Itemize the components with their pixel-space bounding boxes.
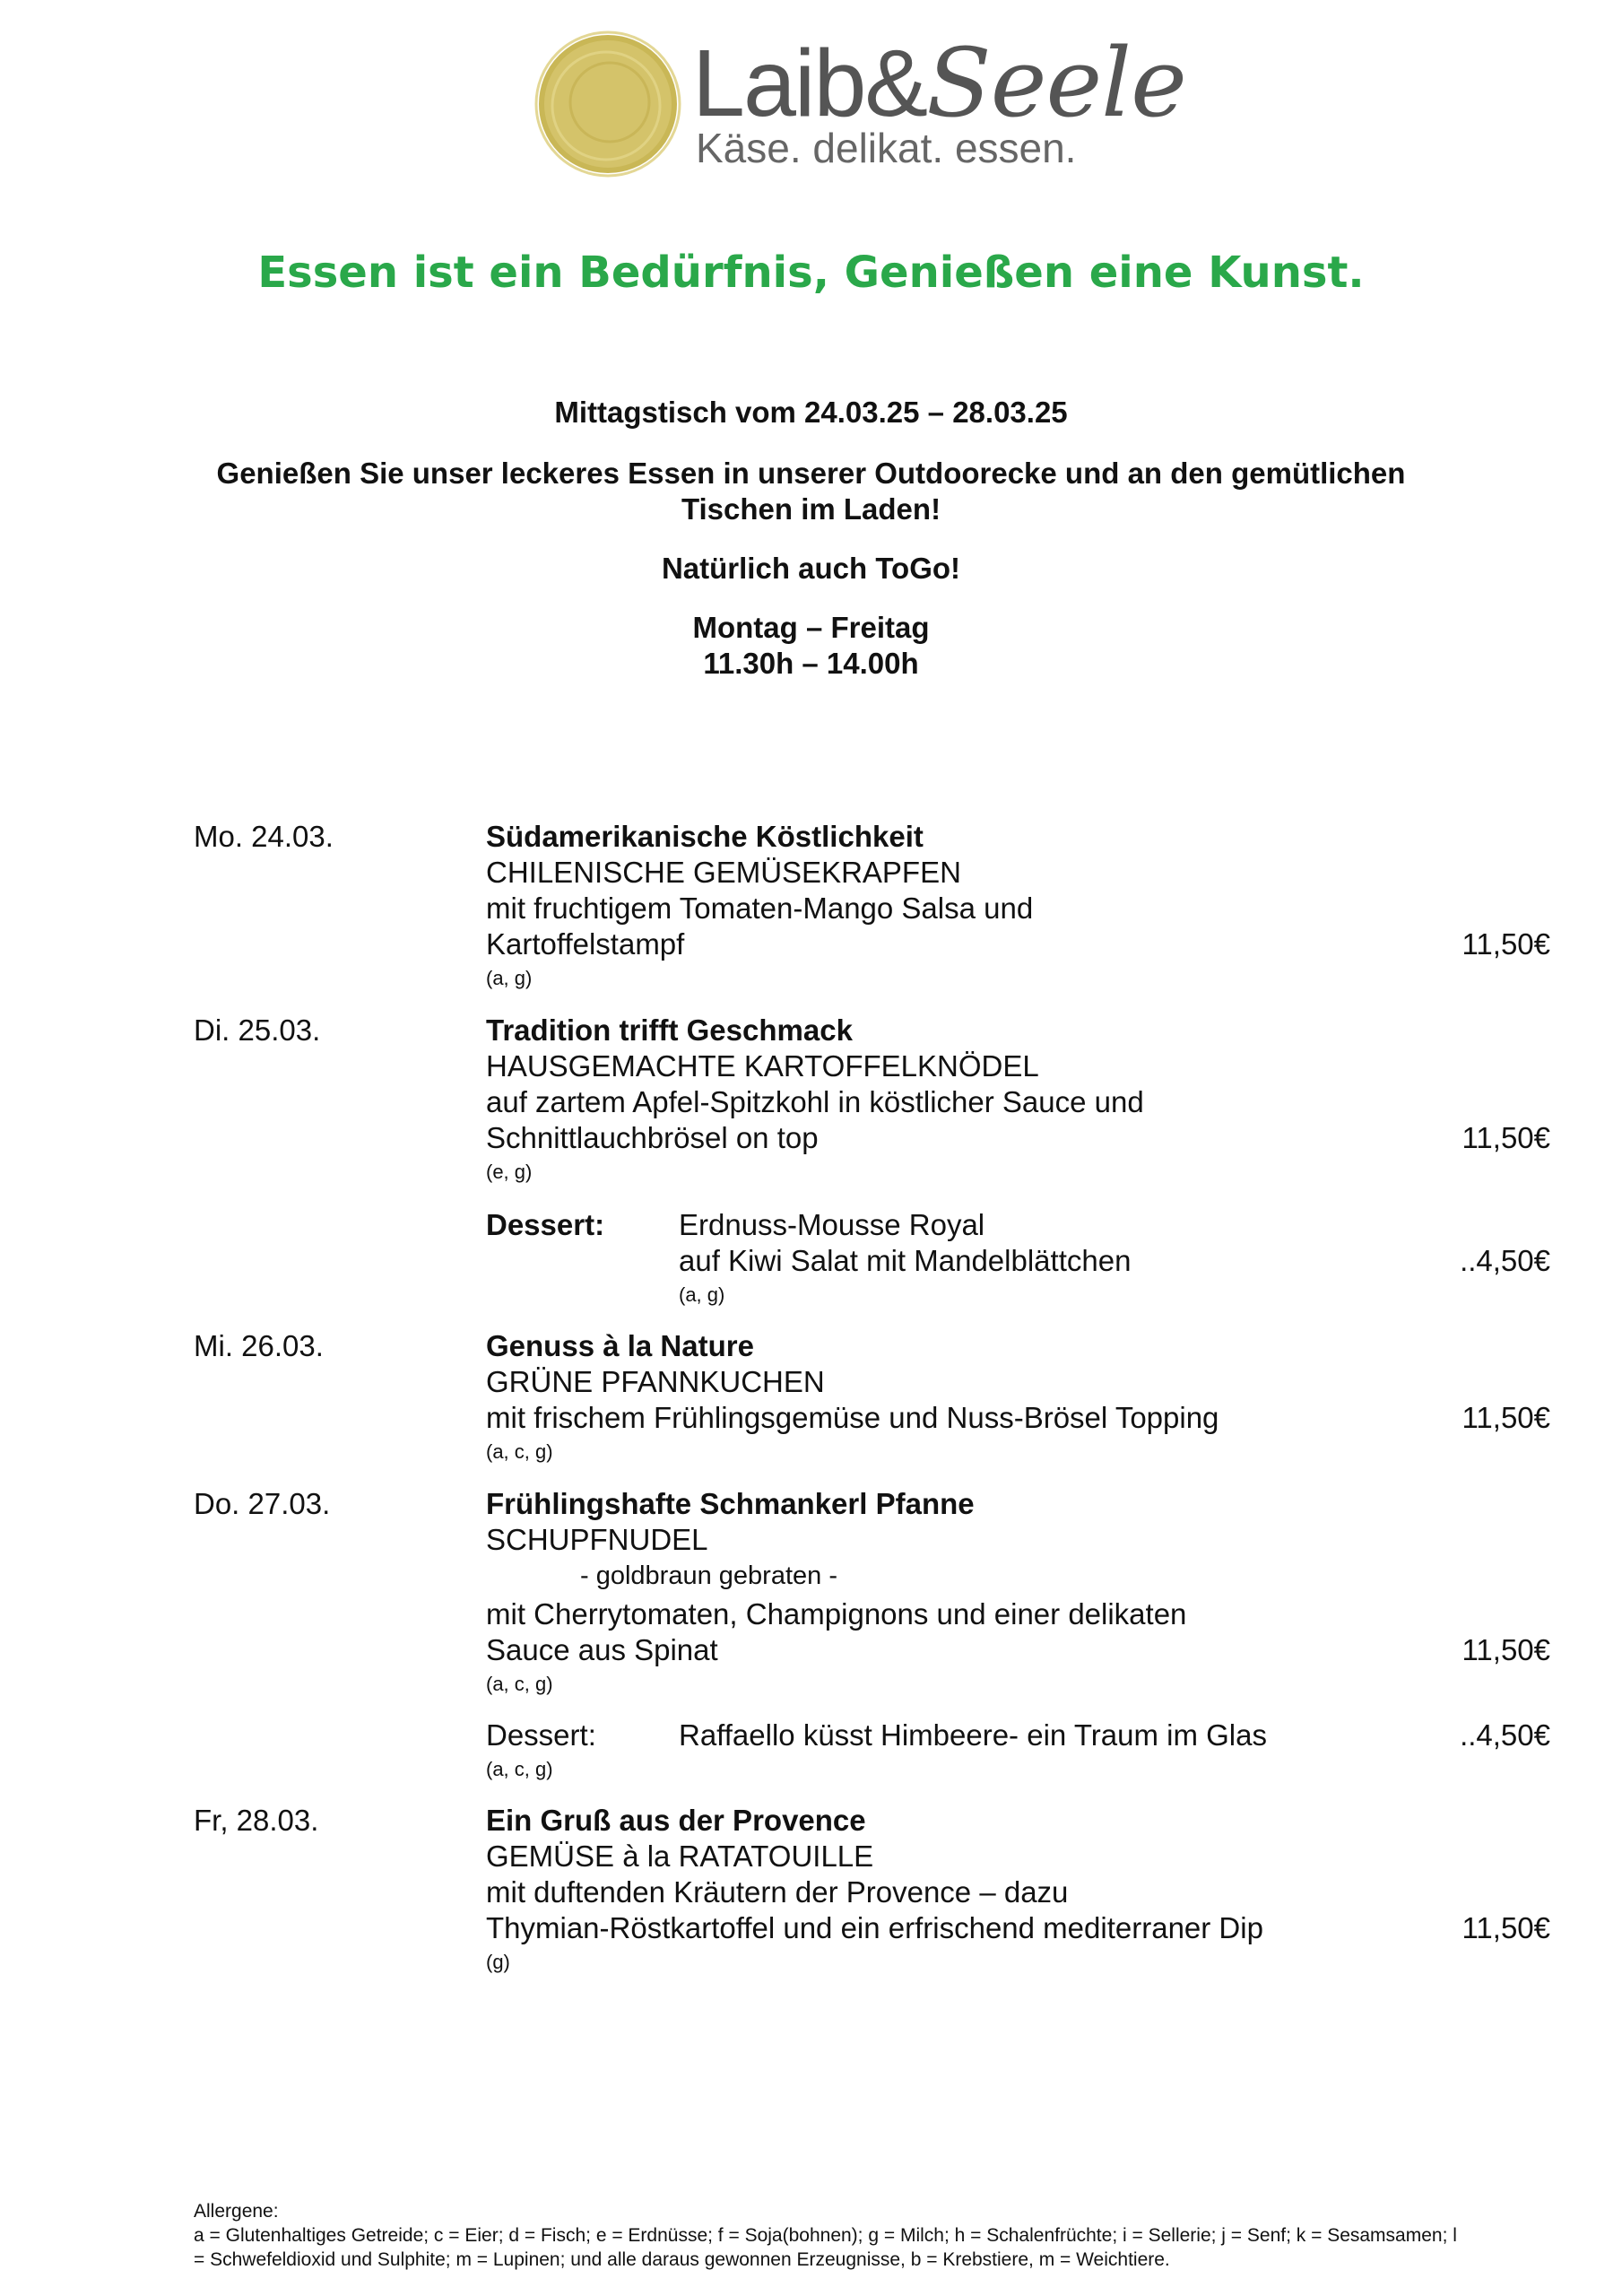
menu-day-di: Di. 25.03. [194,1013,321,1047]
motto-headline: Essen ist ein Bedürfnis, Genießen eine Kunst. [257,248,1365,298]
menu-price-mo: 11,50€ [1462,927,1550,961]
logo [531,27,1186,181]
dessert-label-di: Dessert: [486,1208,605,1241]
menu-allergens-di: (e, g) [486,1161,533,1183]
menu-price-di: 11,50€ [1462,1121,1550,1154]
menu-day-do: Do. 27.03. [194,1487,331,1520]
menu-sub-do: - goldbraun gebraten - [580,1561,837,1590]
logo-tagline: Käse. delikat. essen. [696,125,1077,171]
dessert-allergens-do: (a, c, g) [486,1758,553,1780]
menu-title-mo: Südamerikanische Köstlichkeit [486,820,924,853]
dessert-price-di: ..4,50€ [1460,1244,1550,1277]
menu-day-fr: Fr, 28.03. [194,1804,319,1837]
menu-title-do: Frühlingshafte Schmankerl Pfanne [486,1487,975,1520]
menu-title-fr: Ein Gruß aus der Provence [486,1804,866,1837]
menu-price-fr: 11,50€ [1462,1911,1550,1944]
menu-allergens-mo: (a, g) [486,967,533,989]
menu-period-title: Mittagstisch vom 24.03.25 – 28.03.25 [554,396,1068,429]
allergen-line: a = Glutenhaltiges Getreide; c = Eier; d = Fisch; e = Erdnüsse; f = Soja(bohnen); g = Milch; h = Schalenfrüchte; i = Sellerie; j = Senf; k = Sesamsamen; l [194,2225,1457,2246]
logo-wordmark: Laib&Seele [692,28,1186,138]
menu-dish-di: HAUSGEMACHTE KARTOFFELKNÖDEL [486,1049,1039,1083]
menu-desc-di: Schnittlauchbrösel on top [486,1121,819,1154]
menu-dish-mi: GRÜNE PFANNKUCHEN [486,1365,825,1398]
allergen-line: = Schwefeldioxid und Sulphite; m = Lupinen; und alle daraus gewonnen Erzeugnisse, b = Krebstiere, m = Weichtiere. [194,2249,1170,2270]
menu-desc-di: auf zartem Apfel-Spitzkohl in köstlicher Sauce und [486,1085,1144,1118]
dessert-name-di: Erdnuss-Mousse Royal [679,1208,985,1241]
allergen-legend [194,2199,1457,2272]
menu-day-mo: Mo. 24.03. [194,820,334,853]
menu-desc-fr: mit duftenden Kräutern der Provence – dazu [486,1875,1069,1909]
togo-note: Natürlich auch ToGo! [661,552,961,585]
menu-allergens-mi: (a, c, g) [486,1440,553,1463]
menu-dish-do: SCHUPFNUDEL [486,1523,708,1556]
dessert-name-do: Raffaello küsst Himbeere- ein Traum im Glas [679,1718,1267,1752]
menu-title-mi: Genuss à la Nature [486,1329,754,1362]
menu-dish-fr: GEMÜSE à la RATATOUILLE [486,1839,874,1873]
menu-desc-do: mit Cherrytomaten, Champignons und einer delikaten [486,1597,1187,1631]
sun-logo-icon [531,27,685,181]
menu-price-mi: 11,50€ [1462,1401,1550,1434]
menu-desc-do: Sauce aus Spinat [486,1633,718,1666]
dessert-label-do: Dessert: [486,1718,596,1752]
intro-text: Genießen Sie unser leckeres Essen in unserer Outdoorecke und an den gemütlichen Tischen im Laden! [216,457,1406,526]
menu-desc-mi: mit frischem Frühlingsgemüse und Nuss-Brösel Topping [486,1401,1219,1434]
menu-price-do: 11,50€ [1462,1633,1550,1666]
menu-day-mi: Mi. 26.03. [194,1329,324,1362]
dessert-price-do: ..4,50€ [1460,1718,1550,1752]
menu-allergens-do: (a, c, g) [486,1673,553,1695]
dessert-allergens-di: (a, g) [679,1283,725,1306]
menu-desc-fr: Thymian-Röstkartoffel und ein erfrischend mediterraner Dip [486,1911,1263,1944]
menu-desc-mo: Kartoffelstampf [486,927,685,961]
menu-dish-mo: CHILENISCHE GEMÜSEKRAPFEN [486,856,961,889]
menu-allergens-fr: (g) [486,1951,510,1973]
menu-desc-mo: mit fruchtigem Tomaten-Mango Salsa und [486,891,1034,925]
dessert-desc-di: auf Kiwi Salat mit Mandelblättchen [679,1244,1132,1277]
allergen-heading: Allergene: [194,2201,279,2222]
menu-title-di: Tradition trifft Geschmack [486,1013,853,1047]
opening-hours: Montag – Freitag 11.30h – 14.00h [692,611,930,680]
